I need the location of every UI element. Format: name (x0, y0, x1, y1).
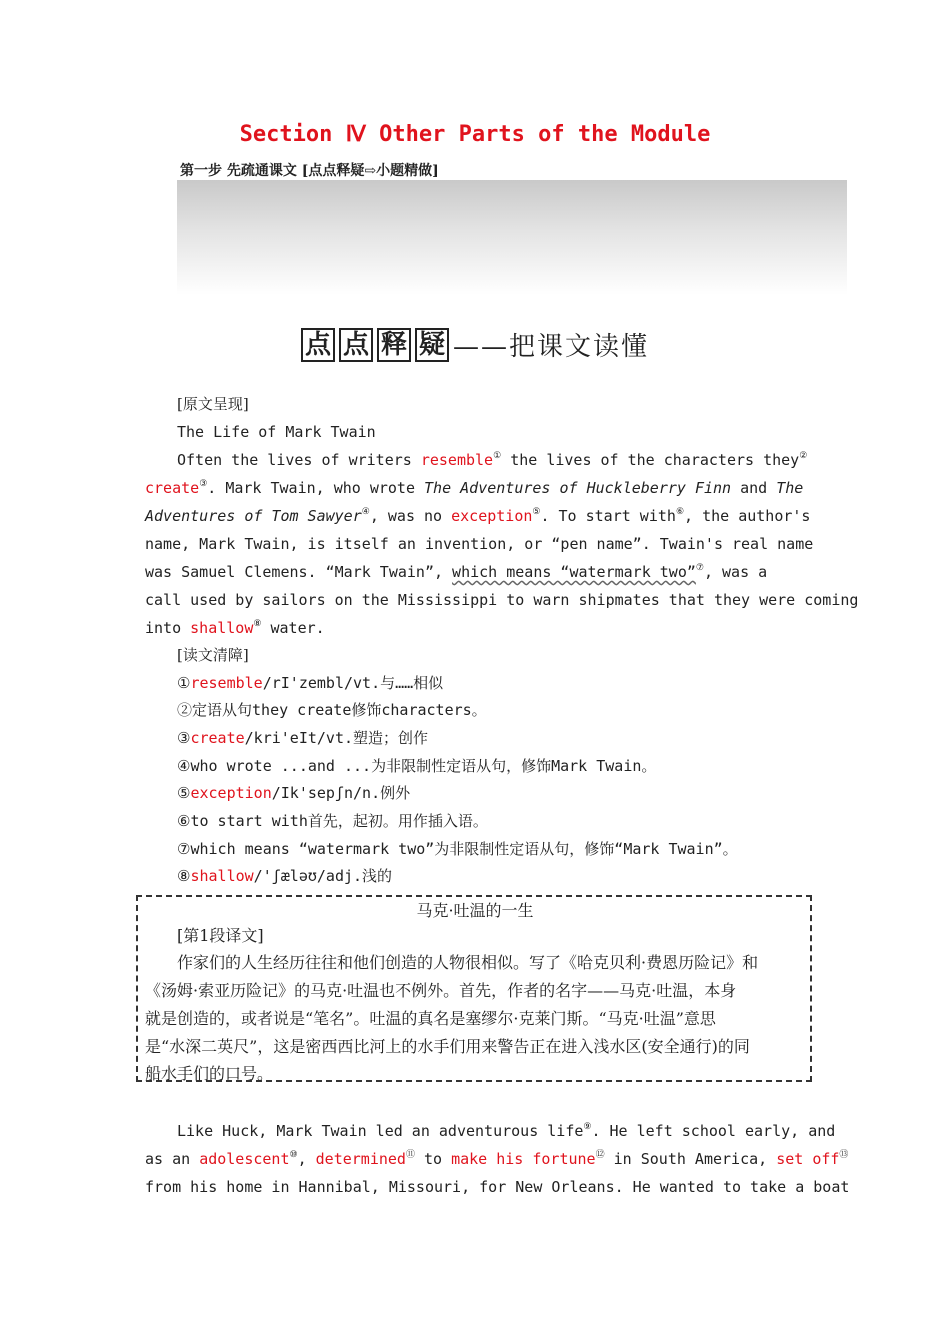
story-title: The Life of Mark Twain (177, 423, 376, 441)
note-item: ②定语从句they create修饰characters。 (177, 701, 487, 719)
note-item: ⑧shallow/'ʃæləʊ/adj.浅的 (177, 867, 393, 885)
boxed-char: 点 (339, 328, 373, 362)
note-item: ①resemble/rI'zembl/vt.与……相似 (177, 674, 444, 692)
vocab-word: set off (776, 1150, 840, 1168)
vocab-word: exception (451, 507, 533, 525)
translation-label: [第1段译文] (177, 926, 264, 945)
note-item: ⑦which means “watermark two”为非限制性定语从句，修饰“Mark Twain”。 (177, 840, 738, 858)
vocab-word: make his fortune (451, 1150, 596, 1168)
boxed-char: 疑 (415, 328, 449, 362)
boxed-char: 释 (377, 328, 411, 362)
header-banner (177, 180, 847, 295)
translation-line: 《汤姆·索亚历险记》的马克·吐温也不例外。首先，作者的名字——马克·吐温，本身 (145, 981, 737, 1000)
note-item: ③create/kri'eIt/vt.塑造；创作 (177, 729, 429, 747)
note-item: ④who wrote ...and ...为非限制性定语从句，修饰Mark Twain。 (177, 757, 657, 775)
book-title: The Adventures of Huckleberry Finn (424, 479, 732, 497)
step-label: 第一步 先疏通课文 [点点释疑⇨小题精做] (180, 163, 439, 179)
notes-label: [读文清障] (177, 646, 249, 664)
vocab-word: resemble (420, 451, 494, 469)
paragraph-line: Adventures of Tom Sawyer④, was no exception⑤. To start with⑥, the author's (145, 507, 811, 525)
paragraph-line: as an adolescent⑩, determined⑪ to make his fortune⑫ in South America, set off⑬ (145, 1150, 849, 1168)
translation-line: 船水手们的口号。 (145, 1064, 274, 1083)
translation-line: 是“水深二英尺”，这是密西西比河上的水手们用来警告正在进入浅水区(安全通行)的同 (145, 1037, 750, 1056)
paragraph-line: Often the lives of writers resemble① the lives of the characters they② (177, 451, 808, 469)
paragraph-line: name, Mark Twain, is itself an invention, or “pen name”. Twain's real name (145, 535, 814, 553)
paragraph-line: was Samuel Clemens. “Mark Twain”, which means “watermark two”⑦, was a (145, 563, 768, 581)
paragraph-line: call used by sailors on the Mississippi to warn shipmates that they were coming (145, 591, 859, 609)
paragraph-line: from his home in Hannibal, Missouri, for New Orleans. He wanted to take a boat (145, 1178, 850, 1196)
translation-line: 就是创造的，或者说是“笔名”。吐温的真名是塞缪尔·克莱门斯。“马克·吐温”意思 (145, 1009, 716, 1028)
section-heading-rest: ——把课文读懂 (452, 332, 649, 362)
vocab-word: determined (315, 1150, 406, 1168)
original-label: [原文呈现] (177, 395, 249, 413)
vocab-word: shallow (190, 619, 254, 637)
underlined-phrase: which means “watermark two” (452, 563, 696, 581)
paragraph-line: into shallow⑧ water. (145, 619, 325, 637)
section-heading (0, 326, 950, 363)
boxed-char: 点 (301, 328, 335, 362)
paragraph-line: create③. Mark Twain, who wrote The Adventures of Huckleberry Finn and The (145, 479, 804, 497)
book-title: The (776, 479, 804, 497)
paragraph-line: Like Huck, Mark Twain led an adventurous life⑨. He left school early, and (177, 1122, 836, 1140)
vocab-word: adolescent (199, 1150, 290, 1168)
vocab-word: create (145, 479, 200, 497)
note-item: ⑥to start with首先，起初。用作插入语。 (177, 812, 488, 830)
translation-heading: 马克·吐温的一生 (416, 901, 534, 920)
book-title: Adventures of Tom Sawyer (145, 507, 362, 525)
translation-line: 作家们的人生经历往往和他们创造的人物很相似。写了《哈克贝利·费恩历险记》和 (177, 953, 759, 972)
page-title: Section Ⅳ Other Parts of the Module (239, 122, 711, 147)
note-item: ⑤exception/Ik'sepʃn/n.例外 (177, 784, 411, 802)
